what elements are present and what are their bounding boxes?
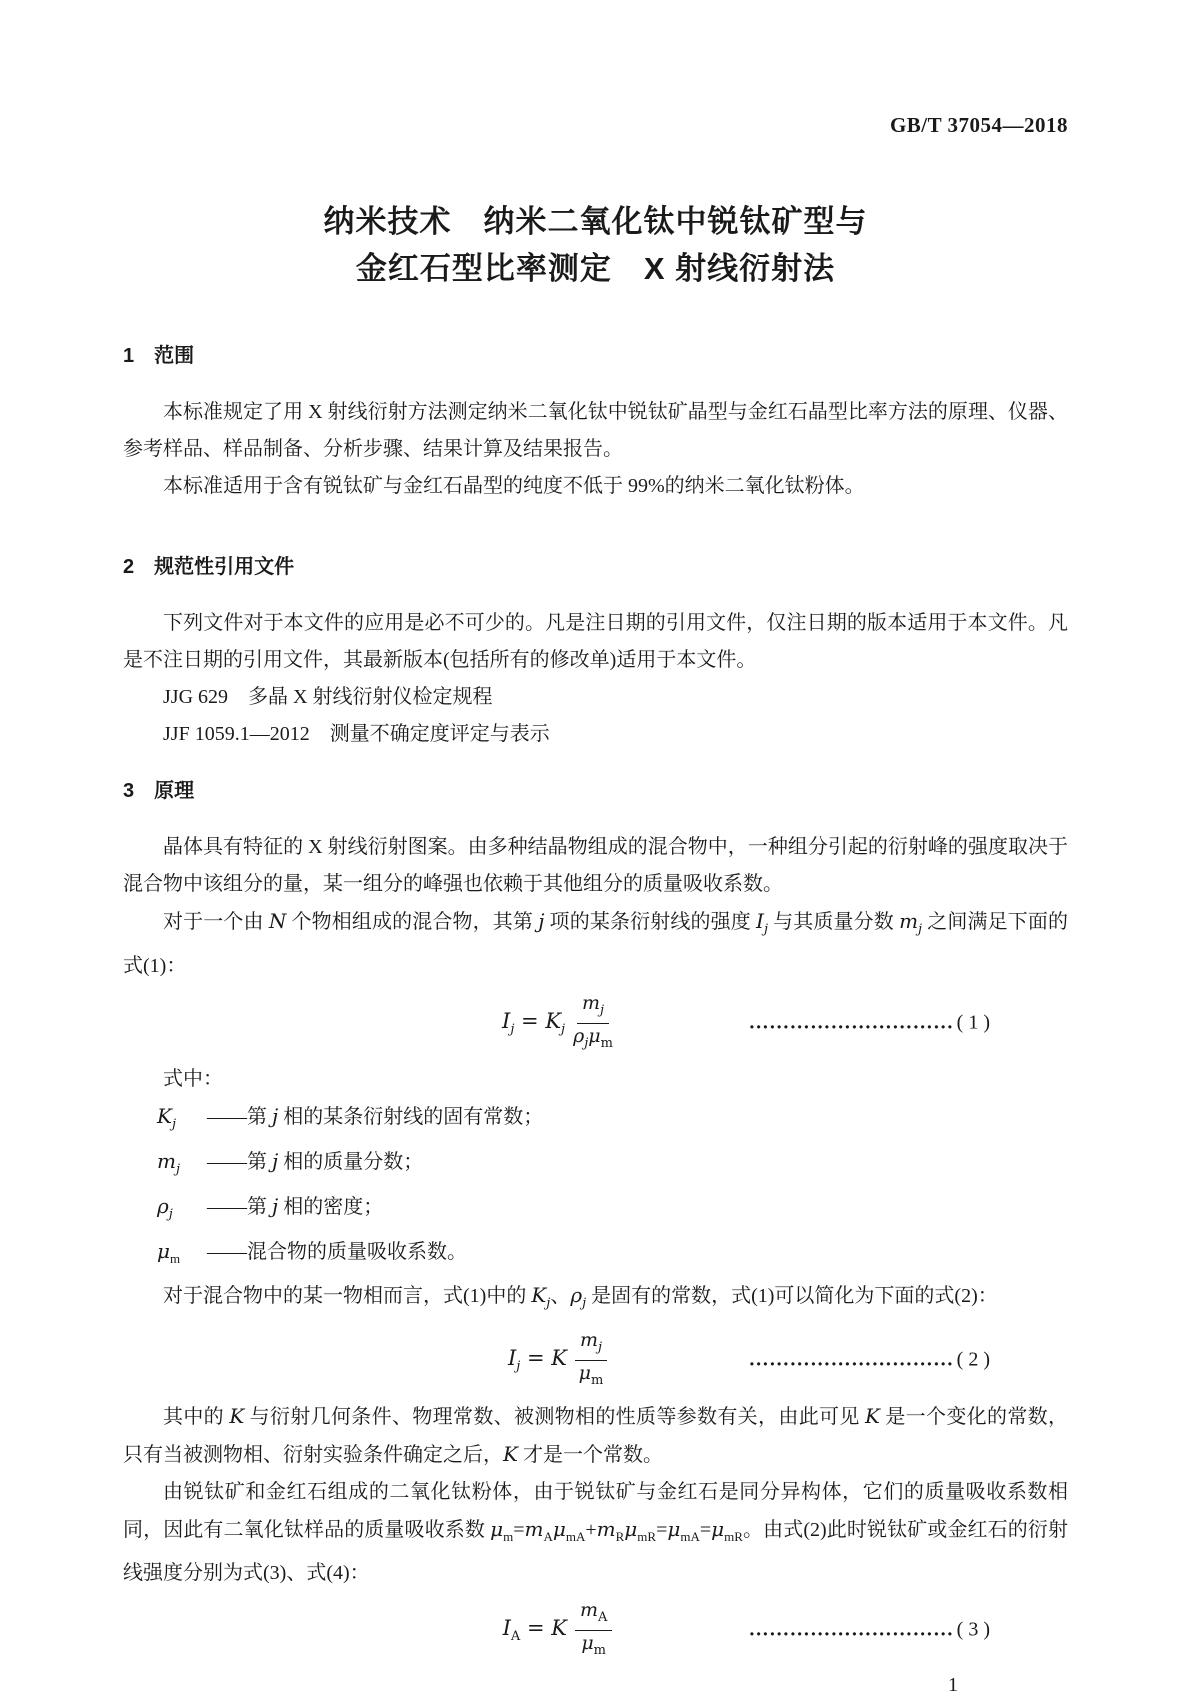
- equation-3: [123, 1598, 1068, 1662]
- equation-leader-dots: …………………………: [748, 1618, 954, 1641]
- section-1-number: 1: [123, 345, 135, 367]
- symbol-term: $m_j$: [157, 1149, 180, 1177]
- symbol-definition-kj: [123, 1098, 1068, 1143]
- fraction: [573, 992, 613, 1055]
- page-content: [123, 0, 1068, 1698]
- section-2-number: 2: [123, 556, 135, 578]
- equation-leader-dots: …………………………: [748, 1348, 954, 1371]
- equation-number: ( 1 ): [956, 1011, 990, 1034]
- document-title-line1: 纳米技术 纳米二氧化钛中锐钛矿型与: [323, 204, 868, 239]
- equation-number: ( 3 ): [956, 1618, 990, 1641]
- section-1-heading: [123, 342, 1068, 370]
- section-1-title: 范围: [154, 345, 195, 367]
- paragraph-principle-4: 其中的 K 与衍射几何条件、物理常数、被测物相的性质等参数有关，由此可见 K 是一个变化的常数，只有当被测物相、衍射实验条件确定之后，K 才是一个常数。: [123, 1404, 1069, 1466]
- paragraph-principle-1: 晶体具有特征的 X 射线衍射图案。由多种结晶物组成的混合物中，一种组分引起的衍射峰的强度取决于混合物中该组分的量，某一组分的峰强也依赖于其他组分的质量吸收系数。: [123, 836, 1068, 895]
- paragraph-principle-5: 由锐钛矿和金红石组成的二氧化钛粉体，由于锐钛矿与金红石是同分异构体，它们的质量吸收系数相同，因此有二氧化钛样品的质量吸收系数 $\mu_m=m_A\mu_{mA}+m_R\mu_{mR}=\mu_{mA}=\mu_{mR}$。由式(2)此时锐钛矿或金红石的衍射线强度分别为式(3)、式(4)：: [123, 1481, 1068, 1584]
- equation-1-expression: [502, 992, 613, 1055]
- equation-lhs: $I_A = K$: [502, 1616, 567, 1644]
- paragraph-normative-refs: 下列文件对于本文件的应用是必不可少的。凡是注日期的引用文件，仅注日期的版本适用于本文件。凡是不注日期的引用文件，其最新版本(包括所有的修改单)适用于本文件。: [123, 612, 1068, 671]
- symbol-description: ——第 j 相的密度；: [207, 1194, 384, 1218]
- paragraph-principle-3: 对于混合物中的某一物相而言，式(1)中的 $K_j$、$\rho_j$ 是固有的常数，式(1)可以简化为下面的式(2)：: [163, 1283, 998, 1311]
- equation-3-expression: [503, 1599, 613, 1662]
- section-3-title: 原理: [154, 780, 195, 802]
- section-2-body: [123, 605, 1068, 753]
- equation-2: [123, 1328, 1068, 1392]
- symbol-definition-rhoj: [123, 1188, 1068, 1233]
- equation-2-expression: [508, 1329, 607, 1392]
- fraction-numerator: $m_j$: [575, 1329, 607, 1361]
- equation-1: [123, 991, 1068, 1055]
- fraction-numerator: $m_A$: [575, 1599, 612, 1631]
- symbol-definition-mum: [123, 1233, 1068, 1277]
- equation-lhs: $I_j = K$: [507, 1346, 567, 1374]
- fraction-denominator: $\mu_m$: [581, 1631, 606, 1658]
- section-3-number: 3: [123, 780, 135, 802]
- fraction: [575, 1599, 612, 1662]
- equation-tail: [749, 1619, 990, 1642]
- section-3-heading: [123, 777, 1068, 805]
- section-2-title: 规范性引用文件: [154, 556, 295, 578]
- page-number: 1: [948, 1674, 958, 1696]
- paragraph-principle-2: 对于一个由 N 个物相组成的混合物，其第 j 项的某条衍射线的强度 $I_j$ 与其质量分数 $m_j$ 之间满足下面的式(1)：: [123, 909, 1069, 977]
- equation-tail: [749, 1012, 990, 1035]
- equation-leader-dots: …………………………: [748, 1011, 954, 1034]
- symbol-definition-mj: [123, 1143, 1068, 1188]
- fraction-numerator: $m_j$: [577, 992, 609, 1024]
- reference-item-jjg629: [123, 679, 1068, 716]
- equation-tail: [749, 1349, 990, 1372]
- reference-code: JJG 629: [163, 686, 229, 708]
- reference-title: 测量不确定度评定与表示: [329, 723, 550, 745]
- reference-item-jjf1059: [123, 716, 1068, 753]
- fraction: [575, 1329, 607, 1392]
- reference-title: 多晶 X 射线衍射仪检定规程: [248, 686, 493, 708]
- fraction-denominator: $\mu_m$: [578, 1361, 604, 1388]
- paragraph-scope-2: 本标准适用于含有锐钛矿与金红石晶型的纯度不低于 99%的纳米二氧化钛粉体。: [163, 475, 865, 497]
- symbol-description: ——第 j 相的质量分数；: [207, 1149, 424, 1173]
- symbol-description: ——第 j 相的某条衍射线的固有常数；: [207, 1104, 544, 1128]
- section-3-body: [123, 829, 1068, 1698]
- where-label: 式中：: [163, 1068, 223, 1090]
- fraction-denominator: $\rho_j\mu_m$: [573, 1024, 613, 1051]
- standard-code: GB/T 37054—2018: [889, 113, 1068, 137]
- paragraph-scope-1: 本标准规定了用 X 射线衍射方法测定纳米二氧化钛中锐钛矿晶型与金红石晶型比率方法的原理、仪器、参考样品、样品制备、分析步骤、结果计算及结果报告。: [123, 401, 1068, 460]
- symbol-term: $\rho_j$: [157, 1194, 173, 1222]
- equation-lhs: $I_j = K_j$: [502, 1009, 566, 1037]
- section-1-body: [123, 394, 1068, 505]
- document-title-line2: 金红石型比率测定 X 射线衍射法: [355, 251, 836, 286]
- equation-number: ( 2 ): [956, 1348, 990, 1371]
- reference-code: JJF 1059.1—2012: [163, 723, 310, 745]
- document-title: [123, 198, 1068, 292]
- symbol-description: ——混合物的质量吸收系数。: [207, 1241, 467, 1263]
- section-2-heading: [123, 553, 1068, 581]
- symbol-term: $\mu_m$: [157, 1239, 181, 1266]
- symbol-term: $K_j$: [157, 1104, 176, 1132]
